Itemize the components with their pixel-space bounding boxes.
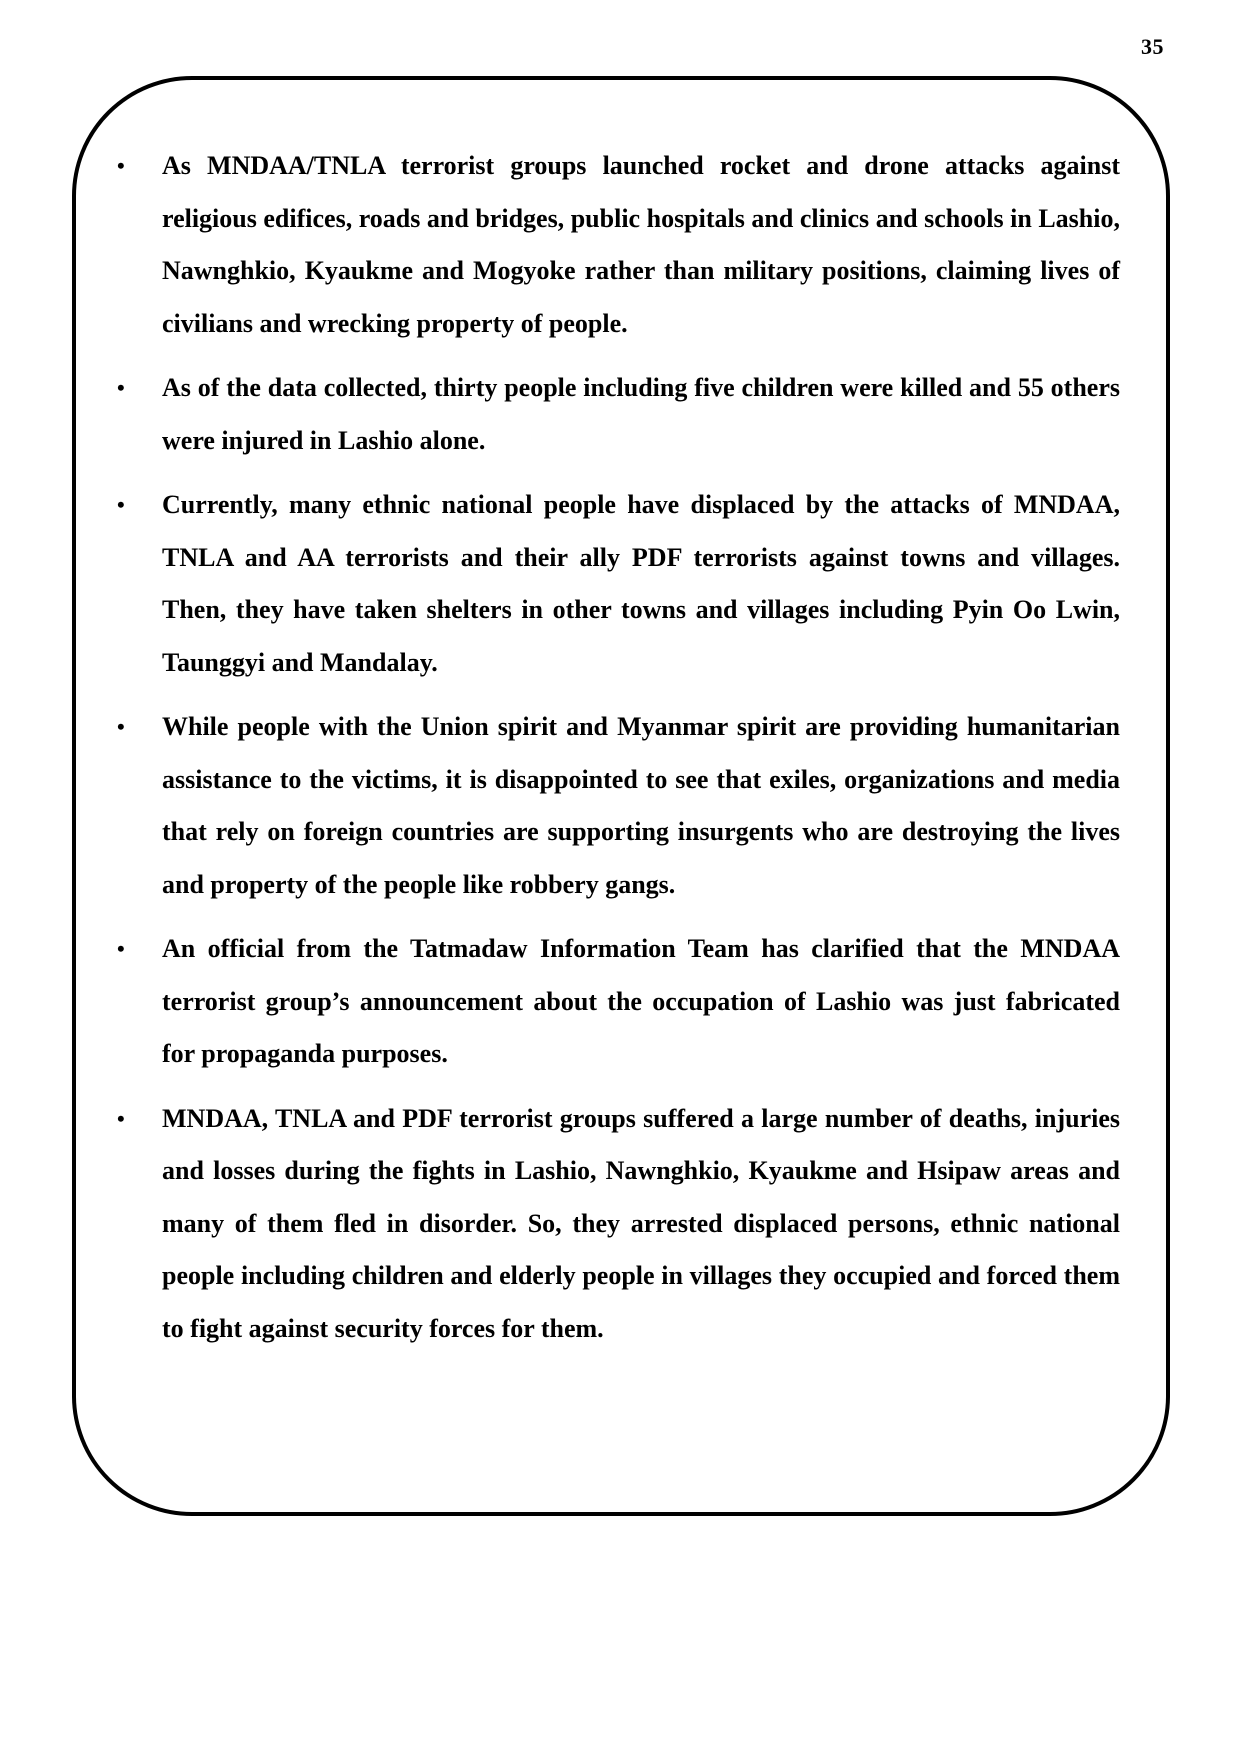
bullet-list [114,140,1120,1367]
bullet-text: While people with the Union spirit and Myanmar spirit are providing humanitarian assistance to the victims, it is disappointed to see that exiles, organizations and media that rely on foreign countries are supporting insurgents who are destroying the lives and property of the people like robbery gangs. [162,712,1120,899]
page-number: 35 [1141,34,1164,59]
list-item [114,923,1120,1081]
list-item [114,362,1120,467]
bullet-dot-icon: • [117,492,125,517]
bullet-dot-icon: • [117,375,125,400]
bullet-dot-icon: • [117,714,125,739]
list-item [114,479,1120,689]
bullet-text: An official from the Tatmadaw Information Team has clarified that the MNDAA terrorist group’s announcement about the occupation of Lashio was just fabricated for propaganda purposes. [162,934,1120,1068]
bullet-dot-icon: • [117,153,125,178]
list-item [114,1093,1120,1356]
bullet-text: As of the data collected, thirty people including five children were killed and 55 others were injured in Lashio alone. [162,373,1120,455]
bullet-text: MNDAA, TNLA and PDF terrorist groups suffered a large number of deaths, injuries and losses during the fights in Lashio, Nawnghkio, Kyaukme and Hsipaw areas and many of them fled in disorder. So, they arrested displaced persons, ethnic national people including children and elderly people in villages they occupied and forced them to fight against security forces for them. [162,1103,1120,1343]
bullet-text: Currently, many ethnic national people have displaced by the attacks of MNDAA, TNLA and AA terrorists and their ally PDF terrorists against towns and villages. Then, they have taken shelters in other towns and villages including Pyin Oo Lwin, Taunggyi and Mandalay. [162,490,1120,677]
bullet-text: As MNDAA/TNLA terrorist groups launched rocket and drone attacks against religious edifices, roads and bridges, public hospitals and clinics and schools in Lashio, Nawnghkio, Kyaukme and Mogyoke rather than military positions, claiming lives of civilians and wrecking property of people. [162,151,1120,338]
bullet-dot-icon: • [117,936,125,961]
list-item [114,140,1120,350]
bullet-dot-icon: • [117,1105,125,1131]
list-item [114,701,1120,911]
